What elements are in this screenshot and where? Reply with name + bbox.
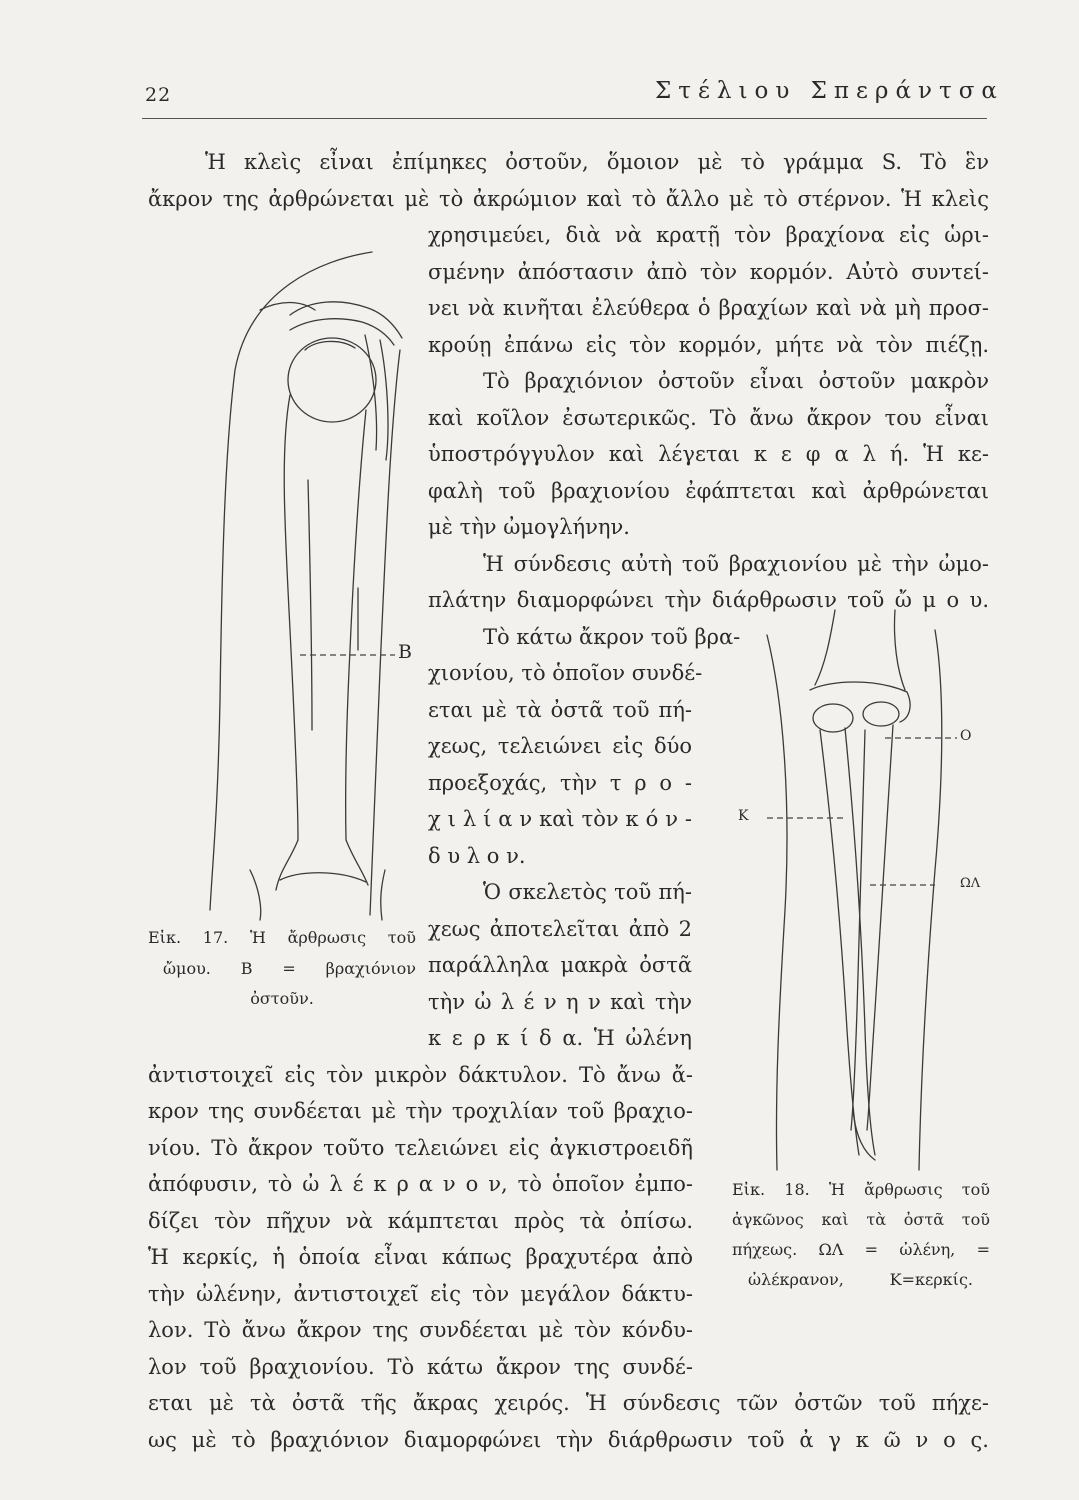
text-line: χρησιμεύει, διὰ νὰ κρατῇ τὸν βραχίονα εἰς ὡρι-: [428, 223, 989, 247]
label-o: Ο: [960, 728, 972, 744]
text-line: ἄκρον της ἀρθρώνεται μὲ τὸ ἀκρώμιον καὶ τὸ ἄλλο μὲ τὸ στέρνον. Ἡ κλεὶς: [148, 187, 989, 211]
text-line: καὶ κοῖλον ἐσωτερικῶς. Τὸ ἄνω ἄκρον του εἶναι: [428, 406, 989, 430]
figure-18-elbow-illustration: [735, 610, 985, 1180]
figure-17-caption-line: ὀστοῦν.: [250, 989, 314, 1008]
text-line: τὴν ὠ λ έ ν η ν καὶ τὴν: [428, 990, 692, 1014]
text-line: Τὸ βραχιόνιον ὀστοῦν εἶναι ὀστοῦν μακρὸν: [483, 369, 989, 393]
text-line: κρον της συνδέεται μὲ τὴν τροχιλίαν τοῦ βραχιο-: [148, 1099, 693, 1123]
text-line: εται μὲ τὰ ὀστᾶ τοῦ πή-: [428, 698, 692, 722]
text-line: ως μὲ τὸ βραχιόνιον διαμορφώνει τὴν διάρθρωσιν τοῦ ἀ γ κ ῶ ν ο ς.: [148, 1428, 989, 1452]
text-line: δίζει τὸν πῆχυν νὰ κάμπτεται πρὸς τὰ ὀπίσω.: [148, 1209, 693, 1233]
label-k: Κ: [738, 808, 749, 824]
label-b: B: [398, 641, 412, 663]
label-ol: ΩΛ: [960, 876, 981, 891]
figure-18-caption-line: ὠλέκρανον, Κ=κερκίς.: [748, 1270, 973, 1289]
figure-18-caption-line: πήχεως. ΩΛ = ὠλένη, =: [732, 1240, 990, 1259]
text-line: μὲ τὴν ὠμογλήνην.: [428, 515, 630, 539]
text-line: χ ι λ ί α ν καὶ τὸν κ ό ν -: [428, 807, 692, 831]
text-line: φαλὴ τοῦ βραχιονίου ἐφάπτεται καὶ ἀρθρώνεται: [428, 479, 989, 503]
figure-17-caption-line: Εἰκ. 17. Ἡ ἄρθρωσις τοῦ: [148, 928, 416, 947]
running-header: Στέλιου Σπεράντσα: [655, 78, 1004, 104]
figure-18-caption-line: Εἰκ. 18. Ἡ ἄρθρωσις τοῦ: [732, 1180, 990, 1199]
text-line: δ υ λ ο ν.: [428, 844, 526, 868]
text-line: λον. Τὸ ἄνω ἄκρον της συνδέεται μὲ τὸν κόνδυ-: [148, 1318, 693, 1342]
text-line: νει νὰ κινῆται ἐλεύθερα ὁ βραχίων καὶ νὰ μὴ προσ-: [428, 296, 989, 320]
figure-18-caption-line: ἀγκῶνος καὶ τὰ ὀστᾶ τοῦ: [732, 1210, 990, 1229]
text-line: ἀντιστοιχεῖ εἰς τὸν μικρὸν δάκτυλον. Τὸ ἄνω ἄ-: [148, 1063, 693, 1087]
text-line: τὴν ὠλένην, ἀντιστοιχεῖ εἰς τὸν μεγάλον δάκτυ-: [148, 1282, 693, 1306]
text-line: λον τοῦ βραχιονίου. Τὸ κάτω ἄκρον της συνδέ-: [148, 1355, 693, 1379]
text-line: χεως, τελειώνει εἰς δύο: [428, 734, 692, 758]
text-line: Ἡ σύνδεσις αὐτὴ τοῦ βραχιονίου μὲ τὴν ὠμο-: [483, 552, 989, 576]
text-line: προεξοχάς, τὴν τ ρ ο -: [428, 771, 692, 795]
text-line: χιονίου, τὸ ὁποῖον συνδέ-: [428, 661, 703, 685]
text-line: Ἡ κλεὶς εἶναι ἐπίμηκες ὀστοῦν, ὅμοιον μὲ τὸ γράμμα S. Τὸ ἓν: [205, 150, 989, 174]
figure-17-shoulder-illustration: [140, 230, 430, 920]
text-line: πλάτην διαμορφώνει τὴν διάρθρωσιν τοῦ ὤ μ ο υ.: [428, 588, 989, 612]
text-line: Ὁ σκελετὸς τοῦ πή-: [483, 880, 692, 904]
text-line: παράλληλα μακρὰ ὀστᾶ: [428, 953, 692, 977]
text-line: ἀπόφυσιν, τὸ ὠ λ έ κ ρ α ν ο ν, τὸ ὁποῖον ἐμπο-: [148, 1172, 693, 1196]
header-rule: [142, 118, 987, 119]
text-line: κ ε ρ κ ί δ α. Ἡ ὠλένη: [428, 1026, 692, 1050]
text-line: εται μὲ τὰ ὀστᾶ τῆς ἄκρας χειρός. Ἡ σύνδεσις τῶν ὀστῶν τοῦ πήχε-: [148, 1391, 989, 1415]
text-line: νίου. Τὸ ἄκρον τοῦτο τελειώνει εἰς ἀγκιστροειδῆ: [148, 1136, 693, 1160]
figure-17-caption-line: ὤμου. Β = βραχιόνιον: [163, 959, 416, 978]
text-line: Τὸ κάτω ἄκρον τοῦ βρα-: [483, 625, 741, 649]
text-line: χεως ἀποτελεῖται ἀπὸ 2: [428, 917, 692, 941]
page-number: 22: [145, 84, 172, 106]
text-line: σμένην ἀπόστασιν ἀπὸ τὸν κορμόν. Αὐτὸ συντεί-: [428, 260, 989, 284]
text-line: Ἡ κερκίς, ἡ ὁποία εἶναι κάπως βραχυτέρα ἀπὸ: [148, 1245, 693, 1269]
text-line: κρούῃ ἐπάνω εἰς τὸν κορμόν, μήτε νὰ τὸν πιέζῃ.: [428, 333, 989, 357]
text-line: ὑποστρόγγυλον καὶ λέγεται κ ε φ α λ ή. Ἡ κε-: [428, 442, 989, 466]
